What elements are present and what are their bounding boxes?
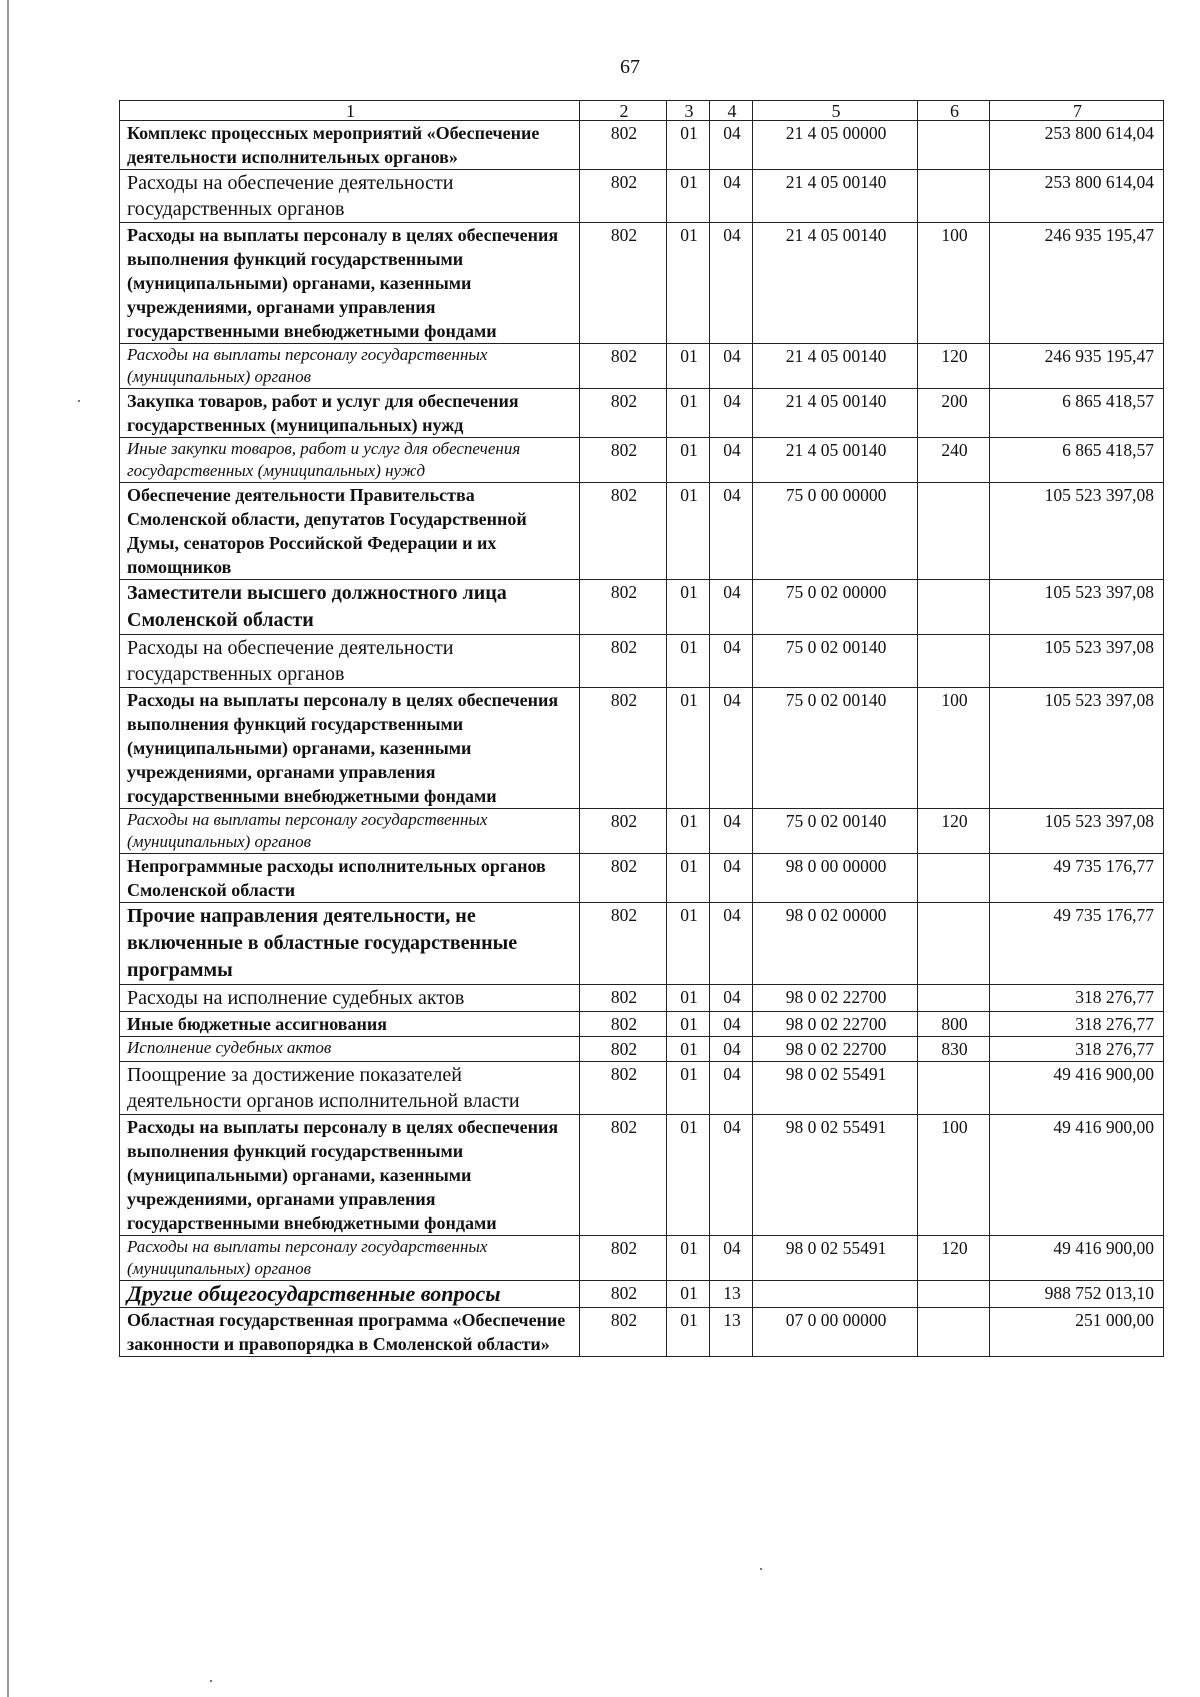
target-article-cell: 75 0 02 00140	[753, 688, 918, 809]
section-cell: 01	[667, 580, 710, 635]
table-row	[120, 1115, 1164, 1236]
table-row	[120, 903, 1164, 985]
expense-type-cell	[918, 635, 990, 688]
section-cell: 01	[667, 985, 710, 1012]
table-row	[120, 1281, 1164, 1308]
amount-cell: 246 935 195,47	[990, 344, 1164, 389]
target-article-cell: 75 0 02 00140	[753, 809, 918, 854]
target-article-cell: 98 0 02 22700	[753, 1012, 918, 1037]
target-article-cell	[753, 1281, 918, 1308]
expense-type-cell: 200	[918, 389, 990, 438]
section-cell: 01	[667, 438, 710, 483]
section-cell: 01	[667, 1281, 710, 1308]
section-cell: 01	[667, 635, 710, 688]
section-cell: 01	[667, 1115, 710, 1236]
section-cell: 01	[667, 389, 710, 438]
row-name-cell: Расходы на выплаты персоналу государственных (муниципальных) органов	[120, 344, 580, 389]
ministry-code-cell: 802	[580, 1308, 667, 1357]
subsection-cell: 04	[710, 1115, 753, 1236]
subsection-cell: 04	[710, 1062, 753, 1115]
row-name-cell: Заместители высшего должностного лица Смоленской области	[120, 580, 580, 635]
subsection-cell: 04	[710, 580, 753, 635]
amount-cell: 6 865 418,57	[990, 389, 1164, 438]
subsection-cell: 04	[710, 903, 753, 985]
target-article-cell: 21 4 05 00140	[753, 170, 918, 223]
target-article-cell: 21 4 05 00140	[753, 344, 918, 389]
table-row	[120, 1236, 1164, 1281]
page-number: 67	[620, 56, 640, 78]
amount-cell: 988 752 013,10	[990, 1281, 1164, 1308]
expense-type-cell	[918, 121, 990, 170]
column-header: 5	[753, 101, 918, 121]
section-cell: 01	[667, 903, 710, 985]
section-cell: 01	[667, 344, 710, 389]
table-row	[120, 985, 1164, 1012]
section-cell: 01	[667, 1062, 710, 1115]
expense-type-cell: 830	[918, 1037, 990, 1062]
row-name-cell: Расходы на выплаты персоналу в целях обеспечения выполнения функций государственными (муниципальными) органами, казенными учреждениями, органами управления государственными внебюджетными фондами	[120, 1115, 580, 1236]
target-article-cell: 21 4 05 00140	[753, 223, 918, 344]
ministry-code-cell: 802	[580, 580, 667, 635]
target-article-cell: 98 0 02 55491	[753, 1062, 918, 1115]
subsection-cell: 04	[710, 688, 753, 809]
amount-cell: 253 800 614,04	[990, 170, 1164, 223]
section-cell: 01	[667, 688, 710, 809]
ministry-code-cell: 802	[580, 1062, 667, 1115]
amount-cell: 105 523 397,08	[990, 688, 1164, 809]
section-cell: 01	[667, 1037, 710, 1062]
amount-cell: 318 276,77	[990, 1037, 1164, 1062]
row-name-cell: Непрограммные расходы исполнительных органов Смоленской области	[120, 854, 580, 903]
table-row	[120, 688, 1164, 809]
target-article-cell: 98 0 02 22700	[753, 985, 918, 1012]
table-row	[120, 1012, 1164, 1037]
scan-artifact	[210, 1680, 212, 1682]
ministry-code-cell: 802	[580, 344, 667, 389]
amount-cell: 105 523 397,08	[990, 580, 1164, 635]
table-row	[120, 1308, 1164, 1357]
subsection-cell: 13	[710, 1281, 753, 1308]
amount-cell: 49 735 176,77	[990, 854, 1164, 903]
target-article-cell: 07 0 00 00000	[753, 1308, 918, 1357]
subsection-cell: 04	[710, 1236, 753, 1281]
column-header: 1	[120, 101, 580, 121]
table-row	[120, 389, 1164, 438]
target-article-cell: 75 0 02 00000	[753, 580, 918, 635]
amount-cell: 318 276,77	[990, 985, 1164, 1012]
ministry-code-cell: 802	[580, 121, 667, 170]
target-article-cell: 21 4 05 00000	[753, 121, 918, 170]
section-cell: 01	[667, 1012, 710, 1037]
table-row	[120, 809, 1164, 854]
row-name-cell: Расходы на исполнение судебных актов	[120, 985, 580, 1012]
row-name-cell: Исполнение судебных актов	[120, 1037, 580, 1062]
amount-cell: 49 416 900,00	[990, 1062, 1164, 1115]
row-name-cell: Иные бюджетные ассигнования	[120, 1012, 580, 1037]
target-article-cell: 21 4 05 00140	[753, 389, 918, 438]
ministry-code-cell: 802	[580, 985, 667, 1012]
table-row	[120, 580, 1164, 635]
ministry-code-cell: 802	[580, 809, 667, 854]
subsection-cell: 04	[710, 809, 753, 854]
ministry-code-cell: 802	[580, 389, 667, 438]
ministry-code-cell: 802	[580, 483, 667, 580]
expense-type-cell	[918, 985, 990, 1012]
section-cell: 01	[667, 854, 710, 903]
row-name-cell: Обеспечение деятельности Правительства Смоленской области, депутатов Государственной Думы, сенаторов Российской Федерации и их помощников	[120, 483, 580, 580]
scan-artifact	[760, 1568, 762, 1570]
section-cell: 01	[667, 483, 710, 580]
ministry-code-cell: 802	[580, 223, 667, 344]
row-name-cell: Другие общегосударственные вопросы	[120, 1281, 580, 1308]
scan-artifact	[78, 400, 80, 402]
row-name-cell: Расходы на обеспечение деятельности государственных органов	[120, 635, 580, 688]
amount-cell: 49 416 900,00	[990, 1236, 1164, 1281]
amount-cell: 251 000,00	[990, 1308, 1164, 1357]
expense-type-cell: 240	[918, 438, 990, 483]
target-article-cell: 21 4 05 00140	[753, 438, 918, 483]
column-header: 3	[667, 101, 710, 121]
row-name-cell: Расходы на обеспечение деятельности государственных органов	[120, 170, 580, 223]
table-row	[120, 483, 1164, 580]
subsection-cell: 04	[710, 483, 753, 580]
subsection-cell: 13	[710, 1308, 753, 1357]
table-row	[120, 121, 1164, 170]
target-article-cell: 98 0 00 00000	[753, 854, 918, 903]
subsection-cell: 04	[710, 223, 753, 344]
section-cell: 01	[667, 1308, 710, 1357]
expense-type-cell	[918, 1281, 990, 1308]
subsection-cell: 04	[710, 635, 753, 688]
expense-type-cell	[918, 580, 990, 635]
target-article-cell: 98 0 02 55491	[753, 1236, 918, 1281]
target-article-cell: 98 0 02 55491	[753, 1115, 918, 1236]
row-name-cell: Иные закупки товаров, работ и услуг для обеспечения государственных (муниципальных) нужд	[120, 438, 580, 483]
column-header: 4	[710, 101, 753, 121]
amount-cell: 246 935 195,47	[990, 223, 1164, 344]
expense-type-cell	[918, 483, 990, 580]
subsection-cell: 04	[710, 854, 753, 903]
subsection-cell: 04	[710, 438, 753, 483]
subsection-cell: 04	[710, 170, 753, 223]
row-name-cell: Прочие направления деятельности, не включенные в областные государственные программы	[120, 903, 580, 985]
ministry-code-cell: 802	[580, 438, 667, 483]
section-cell: 01	[667, 1236, 710, 1281]
ministry-code-cell: 802	[580, 854, 667, 903]
row-name-cell: Поощрение за достижение показателей деятельности органов исполнительной власти	[120, 1062, 580, 1115]
ministry-code-cell: 802	[580, 1281, 667, 1308]
subsection-cell: 04	[710, 389, 753, 438]
row-name-cell: Расходы на выплаты персоналу государственных (муниципальных) органов	[120, 1236, 580, 1281]
row-name-cell: Областная государственная программа «Обеспечение законности и правопорядка в Смоленской области»	[120, 1308, 580, 1357]
row-name-cell: Расходы на выплаты персоналу в целях обеспечения выполнения функций государственными (муниципальными) органами, казенными учреждениями, органами управления государственными внебюджетными фондами	[120, 223, 580, 344]
column-header: 7	[990, 101, 1164, 121]
expense-type-cell: 100	[918, 688, 990, 809]
expense-type-cell: 100	[918, 1115, 990, 1236]
expense-type-cell	[918, 903, 990, 985]
expense-type-cell: 120	[918, 1236, 990, 1281]
ministry-code-cell: 802	[580, 1037, 667, 1062]
scan-margin-line	[7, 0, 9, 1697]
amount-cell: 318 276,77	[990, 1012, 1164, 1037]
table-row	[120, 635, 1164, 688]
ministry-code-cell: 802	[580, 1012, 667, 1037]
target-article-cell: 98 0 02 22700	[753, 1037, 918, 1062]
subsection-cell: 04	[710, 985, 753, 1012]
row-name-cell: Расходы на выплаты персоналу в целях обеспечения выполнения функций государственными (муниципальными) органами, казенными учреждениями, органами управления государственными внебюджетными фондами	[120, 688, 580, 809]
section-cell: 01	[667, 223, 710, 344]
expense-type-cell	[918, 1062, 990, 1115]
table-row	[120, 1037, 1164, 1062]
table-row	[120, 170, 1164, 223]
column-header: 6	[918, 101, 990, 121]
table-row	[120, 854, 1164, 903]
row-name-cell: Закупка товаров, работ и услуг для обеспечения государственных (муниципальных) нужд	[120, 389, 580, 438]
section-cell: 01	[667, 170, 710, 223]
target-article-cell: 75 0 02 00140	[753, 635, 918, 688]
expense-type-cell	[918, 170, 990, 223]
table-row	[120, 223, 1164, 344]
row-name-cell: Комплекс процессных мероприятий «Обеспечение деятельности исполнительных органов»	[120, 121, 580, 170]
expense-type-cell: 120	[918, 809, 990, 854]
ministry-code-cell: 802	[580, 635, 667, 688]
amount-cell: 105 523 397,08	[990, 809, 1164, 854]
ministry-code-cell: 802	[580, 1236, 667, 1281]
subsection-cell: 04	[710, 1037, 753, 1062]
section-cell: 01	[667, 121, 710, 170]
amount-cell: 49 735 176,77	[990, 903, 1164, 985]
target-article-cell: 75 0 00 00000	[753, 483, 918, 580]
amount-cell: 49 416 900,00	[990, 1115, 1164, 1236]
amount-cell: 6 865 418,57	[990, 438, 1164, 483]
ministry-code-cell: 802	[580, 170, 667, 223]
amount-cell: 253 800 614,04	[990, 121, 1164, 170]
expense-type-cell: 120	[918, 344, 990, 389]
ministry-code-cell: 802	[580, 1115, 667, 1236]
table-row	[120, 344, 1164, 389]
amount-cell: 105 523 397,08	[990, 635, 1164, 688]
expense-type-cell	[918, 854, 990, 903]
row-name-cell: Расходы на выплаты персоналу государственных (муниципальных) органов	[120, 809, 580, 854]
expense-type-cell: 800	[918, 1012, 990, 1037]
subsection-cell: 04	[710, 121, 753, 170]
table-row	[120, 1062, 1164, 1115]
budget-table	[119, 100, 1164, 1357]
column-number-row	[120, 101, 1164, 121]
section-cell: 01	[667, 809, 710, 854]
ministry-code-cell: 802	[580, 688, 667, 809]
expense-type-cell: 100	[918, 223, 990, 344]
column-header: 2	[580, 101, 667, 121]
ministry-code-cell: 802	[580, 903, 667, 985]
subsection-cell: 04	[710, 1012, 753, 1037]
table-row	[120, 438, 1164, 483]
subsection-cell: 04	[710, 344, 753, 389]
amount-cell: 105 523 397,08	[990, 483, 1164, 580]
expense-type-cell	[918, 1308, 990, 1357]
target-article-cell: 98 0 02 00000	[753, 903, 918, 985]
